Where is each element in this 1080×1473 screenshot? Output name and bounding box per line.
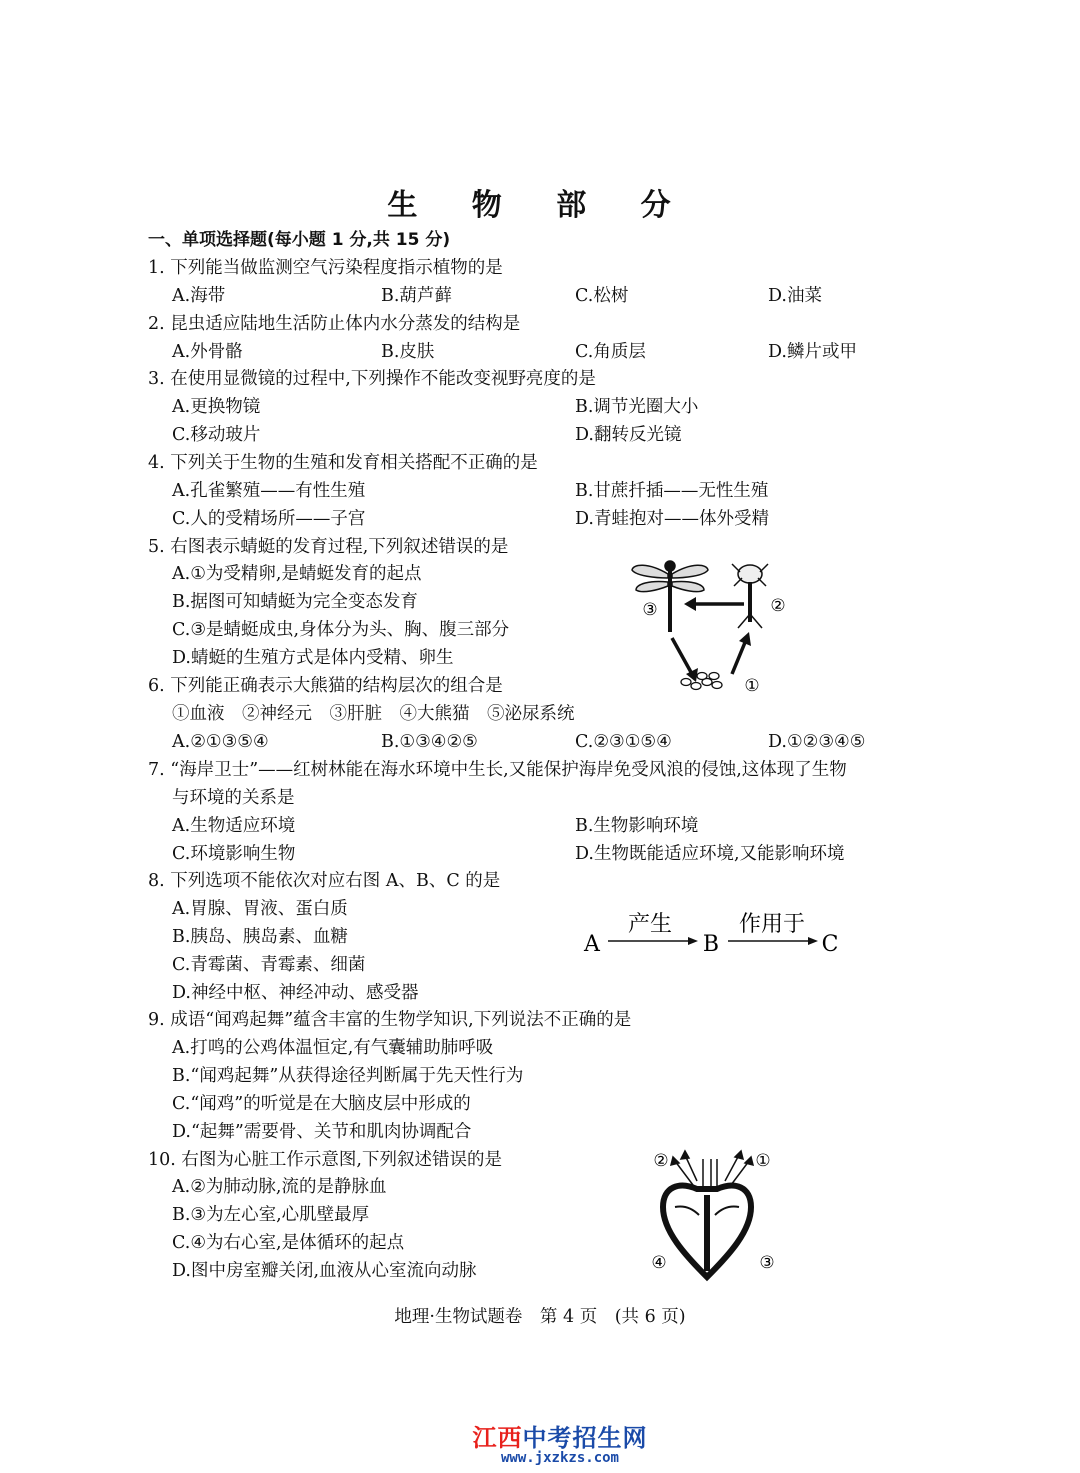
question-3-option-c: C.移动玻片 (172, 425, 261, 445)
dragonfly-label-2: ② (770, 596, 786, 616)
dragonfly-life-cycle-figure (628, 552, 798, 700)
question-5-option-c: C.③是蜻蜓成虫,身体分为头、胸、腹三部分 (172, 620, 510, 640)
heart-label-4: ④ (651, 1253, 667, 1273)
question-9-option-c: C.“闻鸡”的听觉是在大脑皮层中形成的 (172, 1094, 471, 1114)
question-6-option-c: C.②③①⑤④ (575, 732, 672, 752)
watermark-logo-part2: 中考招生网 (522, 1424, 648, 1452)
question-3-option-a: A.更换物镜 (172, 397, 261, 417)
question-10-option-a: A.②为肺动脉,流的是静脉血 (172, 1177, 387, 1197)
question-6-stem: 6. 下列能正确表示大熊猫的结构层次的组合是 (148, 676, 503, 696)
question-10-option-c: C.④为右心室,是体循环的起点 (172, 1233, 405, 1253)
question-9-option-a: A.打鸣的公鸡体温恒定,有气囊辅助肺呼吸 (172, 1038, 494, 1058)
watermark-url: www.jxzkzs.com (500, 1450, 619, 1466)
question-9-stem: 9. 成语“闻鸡起舞”蕴含丰富的生物学知识,下列说法不正确的是 (148, 1010, 632, 1030)
question-5-option-a: A.①为受精卵,是蜻蜓发育的起点 (172, 564, 422, 584)
flow-node-b: B (702, 932, 720, 957)
question-7-option-b: B.生物影响环境 (575, 816, 699, 836)
question-7-option-d: D.生物既能适应环境,又能影响环境 (575, 844, 845, 864)
flow-node-c: C (821, 932, 839, 957)
egg-icon (681, 673, 722, 690)
dragonfly-label-3: ③ (642, 600, 658, 620)
flow-arrow-1-label: 产生 (627, 912, 673, 937)
flow-diagram-figure (578, 905, 848, 961)
question-7-option-a: A.生物适应环境 (172, 816, 296, 836)
question-3-option-b: B.调节光圈大小 (575, 397, 699, 417)
question-6-items: ①血液 ②神经元 ③肝脏 ④大熊猫 ⑤泌尿系统 (172, 704, 575, 724)
flow-node-a: A (584, 932, 600, 957)
question-10-option-d: D.图中房室瓣关闭,血液从心室流向动脉 (172, 1261, 477, 1281)
question-4-option-a: A.孔雀繁殖——有性生殖 (172, 481, 366, 501)
question-6-option-b: B.①③④②⑤ (381, 732, 478, 752)
flow-arrow-1-head (688, 937, 698, 945)
nymph-icon (732, 564, 768, 628)
dragonfly-adult-icon (632, 561, 708, 632)
question-3-stem: 3. 在使用显微镜的过程中,下列操作不能改变视野亮度的是 (148, 369, 596, 389)
question-2-option-c: C.角质层 (575, 342, 646, 362)
question-5-option-b: B.据图可知蜻蜓为完全变态发育 (172, 592, 418, 612)
question-2-option-d: D.鳞片或甲 (768, 342, 857, 362)
question-4-stem: 4. 下列关于生物的生殖和发育相关搭配不正确的是 (148, 453, 538, 473)
question-5-option-d: D.蜻蜓的生殖方式是体内受精、卵生 (172, 648, 454, 668)
watermark-logo (460, 1418, 660, 1453)
question-9-option-d: D.“起舞”需要骨、关节和肌肉协调配合 (172, 1122, 472, 1142)
heart-label-1: ① (755, 1151, 771, 1171)
question-4-option-d: D.青蛙抱对——体外受精 (575, 509, 769, 529)
question-1-stem: 1. 下列能当做监测空气污染程度指示植物的是 (148, 258, 503, 278)
section-heading: 一、单项选择题(每小题 1 分,共 15 分) (148, 230, 451, 250)
arrow-egg-to-nymph (732, 632, 751, 674)
heart-icon (663, 1151, 753, 1277)
question-1-option-d: D.油菜 (768, 286, 822, 306)
question-8-option-b: B.胰岛、胰岛素、血糖 (172, 927, 348, 947)
flow-arrow-2-label: 作用于 (738, 912, 806, 937)
question-5-stem: 5. 右图表示蜻蜓的发育过程,下列叙述错误的是 (148, 537, 509, 557)
page-footer: 地理·生物试题卷 第 4 页 (共 6 页) (394, 1307, 686, 1327)
question-4-option-b: B.甘蔗扦插——无性生殖 (575, 481, 769, 501)
arrow-nymph-to-adult (684, 597, 744, 611)
question-2-stem: 2. 昆虫适应陆地生活防止体内水分蒸发的结构是 (148, 314, 521, 334)
question-6-option-a: A.②①③⑤④ (172, 732, 269, 752)
question-1-option-c: C.松树 (575, 286, 629, 306)
heart-diagram-figure (645, 1145, 780, 1285)
question-8-option-c: C.青霉菌、青霉素、细菌 (172, 955, 366, 975)
question-2-option-a: A.外骨骼 (172, 342, 243, 362)
flow-arrow-2-head (808, 937, 818, 945)
question-2-option-b: B.皮肤 (381, 342, 435, 362)
question-7-stem: 7. “海岸卫士”——红树林能在海水环境中生长,又能保护海岸免受风浪的侵蚀,这体现了生物 (148, 760, 847, 780)
question-1-option-a: A.海带 (172, 286, 226, 306)
question-8-option-d: D.神经中枢、神经冲动、感受器 (172, 983, 419, 1003)
question-3-option-d: D.翻转反光镜 (575, 425, 682, 445)
question-1-option-b: B.葫芦藓 (381, 286, 452, 306)
question-4-option-c: C.人的受精场所——子宫 (172, 509, 366, 529)
heart-label-2: ② (653, 1151, 669, 1171)
arrow-adult-to-egg (672, 638, 698, 682)
page-title: 生 物 部 分 (387, 188, 693, 223)
site-watermark (460, 1418, 660, 1470)
question-6-option-d: D.①②③④⑤ (768, 732, 866, 752)
question-10-option-b: B.③为左心室,心肌壁最厚 (172, 1205, 370, 1225)
heart-label-3: ③ (759, 1253, 775, 1273)
question-7-stem-continued: 与环境的关系是 (172, 788, 295, 808)
question-10-stem: 10. 右图为心脏工作示意图,下列叙述错误的是 (148, 1150, 502, 1170)
question-8-option-a: A.胃腺、胃液、蛋白质 (172, 899, 348, 919)
question-9-option-b: B.“闻鸡起舞”从获得途径判断属于先天性行为 (172, 1066, 524, 1086)
question-8-stem: 8. 下列选项不能依次对应右图 A、B、C 的是 (148, 871, 501, 891)
question-7-option-c: C.环境影响生物 (172, 844, 296, 864)
dragonfly-label-1: ① (744, 676, 760, 696)
watermark-logo-part1: 江西 (472, 1424, 523, 1452)
